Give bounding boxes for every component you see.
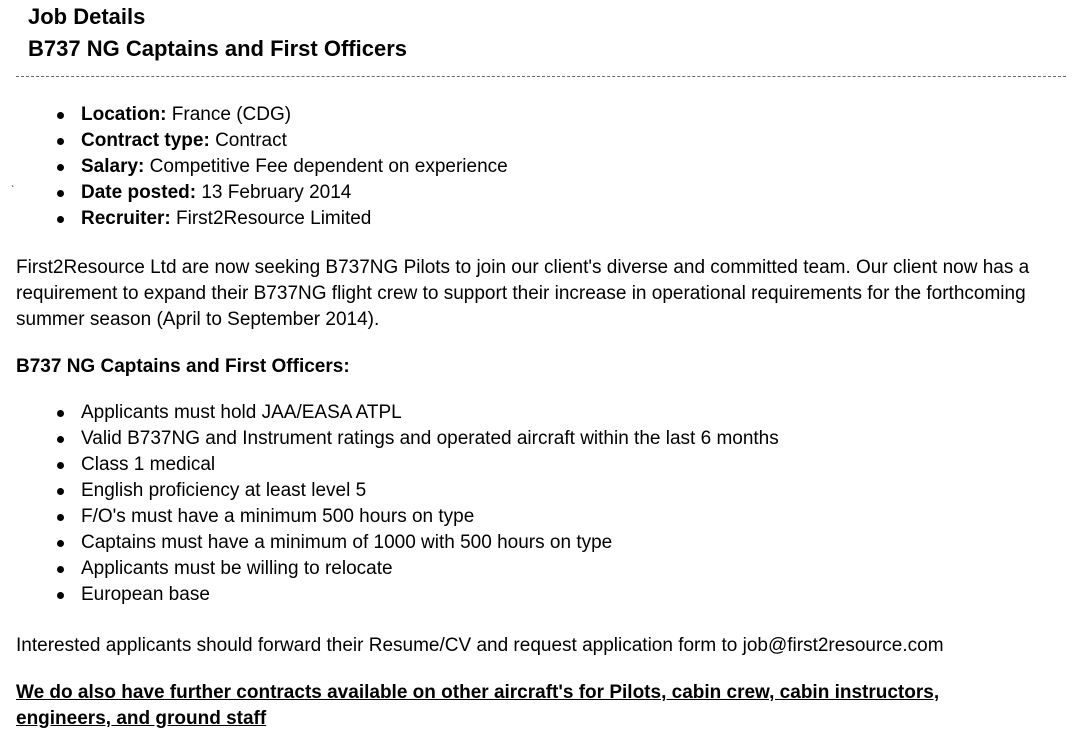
bullet-icon (57, 514, 64, 521)
requirement-text: European base (81, 584, 210, 605)
bullet-icon (57, 190, 64, 197)
requirement-item (0, 504, 779, 530)
bullet-icon (57, 410, 64, 417)
bullet-icon (57, 462, 64, 469)
job-details-list (0, 102, 508, 232)
bullet-icon (57, 566, 64, 573)
stray-mark: ` (11, 185, 15, 196)
detail-item-recruiter (0, 206, 508, 232)
detail-item-date-posted (0, 180, 508, 206)
requirements-heading: B737 NG Captains and First Officers: (16, 356, 350, 377)
requirement-text: Class 1 medical (81, 454, 216, 475)
bullet-icon (57, 216, 64, 223)
detail-label: Contract type: (81, 130, 210, 151)
detail-value: 13 February 2014 (201, 182, 352, 203)
bullet-icon (57, 488, 64, 495)
bullet-icon (57, 540, 64, 547)
detail-value: France (CDG) (171, 104, 292, 125)
intro-paragraph: First2Resource Ltd are now seeking B737NG Pilots to join our client's diverse and committed team. Our client now has a requirement to expand their B737NG flight crew to support their increase in operational requirements for the forthcoming summer season (April to September 2014). (16, 257, 1030, 330)
bullet-icon (57, 592, 64, 599)
detail-item-location (0, 102, 508, 128)
requirement-item (0, 556, 779, 582)
requirement-item (0, 478, 779, 504)
bullet-icon (57, 138, 64, 145)
requirement-text: Captains must have a minimum of 1000 with 500 hours on type (81, 532, 613, 553)
requirement-item (0, 426, 779, 452)
dashed-divider (16, 76, 1066, 77)
requirement-item (0, 530, 779, 556)
detail-label: Recruiter: (81, 208, 171, 229)
requirement-text: English proficiency at least level 5 (81, 480, 367, 501)
detail-label: Location: (81, 104, 167, 125)
requirement-text: Applicants must be willing to relocate (81, 558, 393, 579)
requirement-item (0, 582, 779, 608)
detail-value: Competitive Fee dependent on experience (149, 156, 508, 177)
requirement-text: F/O's must have a minimum 500 hours on type (81, 506, 475, 527)
detail-value: Contract (215, 130, 287, 151)
requirement-text: Valid B737NG and Instrument ratings and operated aircraft within the last 6 months (81, 428, 779, 449)
detail-item-salary (0, 154, 508, 180)
detail-item-contract-type (0, 128, 508, 154)
requirement-item (0, 400, 779, 426)
detail-value: First2Resource Limited (176, 208, 372, 229)
requirement-item (0, 452, 779, 478)
requirements-list (0, 400, 779, 608)
bullet-icon (57, 164, 64, 171)
detail-label: Salary: (81, 156, 145, 177)
bullet-icon (57, 436, 64, 443)
detail-label: Date posted: (81, 182, 197, 203)
bullet-icon (57, 112, 64, 119)
further-contracts-note: We do also have further contracts available on other aircraft's for Pilots, cabin crew, cabin instructors, engineers, and ground staff (16, 682, 940, 729)
page-title: Job Details (28, 4, 146, 29)
contact-paragraph: Interested applicants should forward their Resume/CV and request application form to job@first2resource.com (16, 635, 944, 656)
job-title: B737 NG Captains and First Officers (28, 36, 407, 61)
requirement-text: Applicants must hold JAA/EASA ATPL (81, 402, 402, 423)
